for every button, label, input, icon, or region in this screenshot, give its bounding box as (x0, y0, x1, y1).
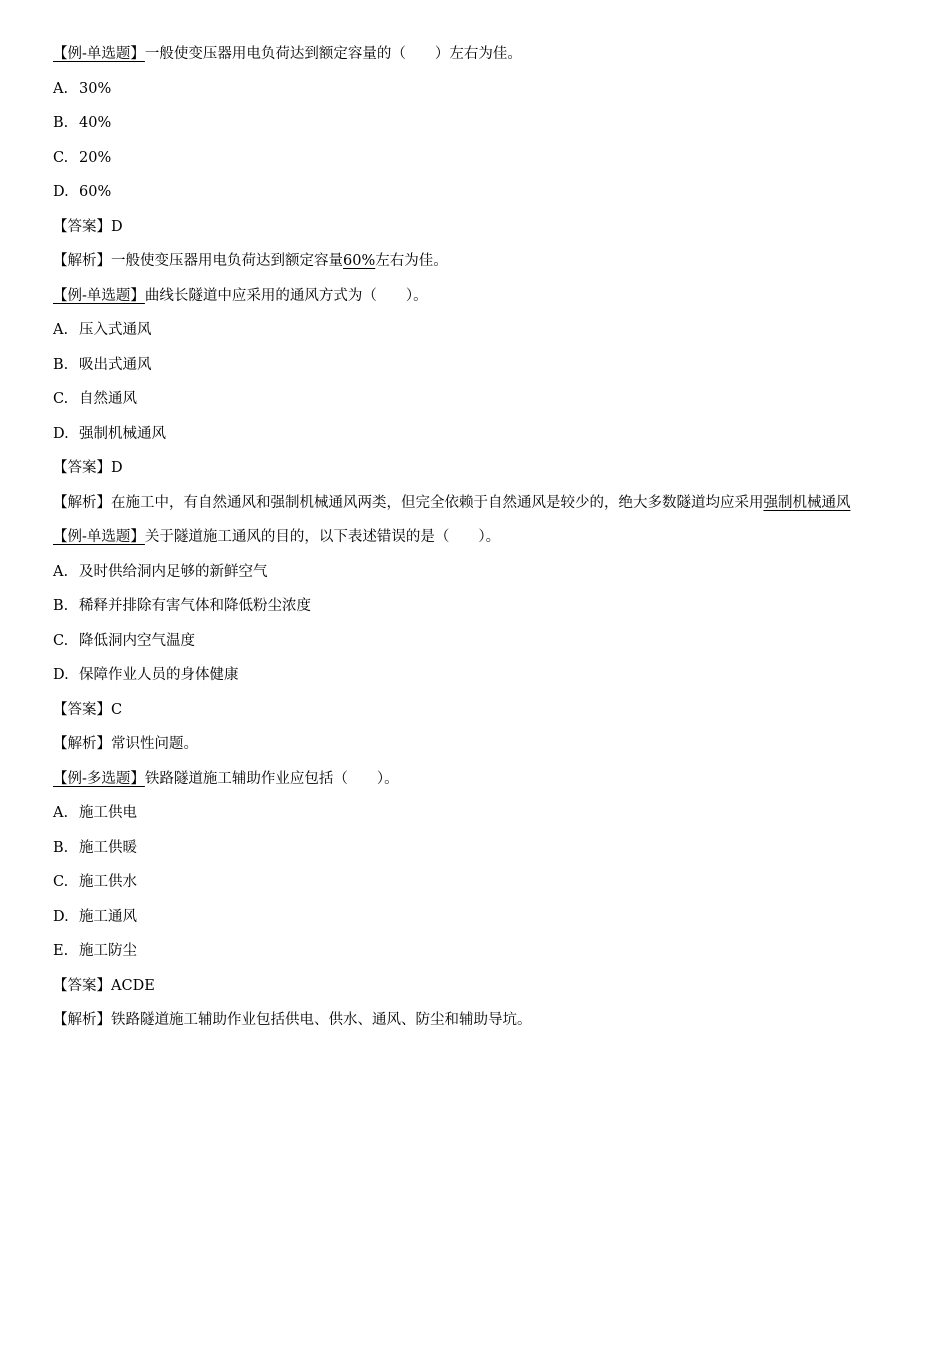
option-letter: B. (53, 356, 69, 373)
option-item (53, 178, 913, 213)
option-letter: E. (53, 943, 69, 959)
answer-label: 【答案】 (53, 460, 111, 476)
analysis-line (53, 247, 913, 282)
option-text: 施工通风 (79, 908, 137, 925)
option-letter: A. (53, 563, 69, 580)
option-letter: A. (53, 322, 69, 338)
option-item (53, 834, 913, 869)
document-page (53, 40, 913, 1041)
question-text: 一般使变压器用电负荷达到额定容量的（ ）左右为佳。 (144, 46, 522, 62)
answer-label: 【答案】 (53, 977, 111, 994)
answer-label: 【答案】 (53, 218, 111, 235)
question-text: 关于隧道施工通风的目的，以下表述错误的是（ ）。 (144, 529, 501, 545)
analysis-label: 【解析】 (53, 494, 111, 511)
answer-value: C (111, 701, 123, 718)
option-item (53, 385, 913, 420)
option-item (53, 627, 913, 662)
option-text: 30% (79, 80, 112, 97)
option-letter: B. (53, 115, 69, 131)
analysis-text-tail: 左右为佳。 (375, 253, 448, 269)
option-letter: D. (53, 667, 69, 683)
answer-value: D (111, 218, 123, 235)
option-text: 施工供水 (79, 874, 137, 890)
option-text: 吸出式通风 (79, 356, 152, 373)
option-letter: C. (53, 391, 69, 407)
answer-line (53, 454, 913, 489)
option-item (53, 868, 913, 903)
option-text: 强制机械通风 (79, 425, 166, 442)
option-letter: A. (53, 805, 69, 821)
option-letter: C. (53, 149, 69, 166)
answer-label: 【答案】 (53, 701, 111, 718)
analysis-line (53, 730, 913, 765)
question-text: 铁路隧道施工辅助作业应包括（ ）。 (144, 770, 399, 787)
option-text: 压入式通风 (79, 322, 152, 338)
option-item (53, 351, 913, 386)
option-item (53, 420, 913, 455)
question-stem (53, 282, 913, 317)
option-letter: A. (53, 80, 69, 97)
analysis-label: 【解析】 (53, 253, 111, 269)
option-text: 施工防尘 (79, 943, 137, 959)
option-text: 施工供电 (79, 805, 137, 821)
analysis-underlined-text: 强制机械通风 (763, 494, 851, 511)
option-item (53, 661, 913, 696)
option-text: 保障作业人员的身体健康 (79, 667, 239, 683)
analysis-text: 常识性问题。 (111, 736, 198, 752)
option-item (53, 903, 913, 938)
question-stem (53, 765, 913, 800)
option-letter: B. (53, 839, 69, 856)
analysis-label: 【解析】 (53, 736, 111, 752)
question-type-tag: 【例-单选题】 (53, 46, 145, 62)
option-text: 稀释并排除有害气体和降低粉尘浓度 (79, 598, 311, 614)
question-stem (53, 40, 913, 75)
question-text: 曲线长隧道中应采用的通风方式为（ ）。 (144, 287, 428, 304)
analysis-text: 铁路隧道施工辅助作业包括供电、供水、通风、防尘和辅助导坑。 (111, 1012, 532, 1028)
analysis-label: 【解析】 (53, 1012, 111, 1028)
question-type-tag: 【例-单选题】 (53, 529, 145, 545)
analysis-text: 一般使变压器用电负荷达到额定容量 (111, 253, 343, 269)
option-item (53, 109, 913, 144)
answer-line (53, 696, 913, 731)
option-text: 20% (79, 149, 112, 166)
analysis-line (53, 489, 913, 524)
answer-line (53, 213, 913, 248)
answer-value: D (111, 460, 123, 476)
answer-value: ACDE (111, 977, 155, 994)
option-letter: C. (53, 874, 69, 890)
option-item (53, 144, 913, 179)
option-text: 60% (79, 184, 112, 200)
answer-line (53, 972, 913, 1007)
option-text: 40% (79, 115, 112, 131)
option-text: 及时供给洞内足够的新鲜空气 (79, 563, 268, 580)
question-stem (53, 523, 913, 558)
option-item (53, 316, 913, 351)
option-letter: B. (53, 598, 69, 614)
option-item (53, 75, 913, 110)
analysis-underlined-text: 60% (343, 253, 376, 269)
option-text: 降低洞内空气温度 (79, 632, 195, 649)
option-text: 施工供暖 (79, 839, 137, 856)
analysis-text: 在施工中，有自然通风和强制机械通风两类，但完全依赖于自然通风是较少的，绝大多数隧道均应采用 (111, 494, 764, 511)
option-letter: D. (53, 184, 69, 200)
option-item (53, 937, 913, 972)
question-type-tag: 【例-多选题】 (53, 770, 145, 787)
option-item (53, 558, 913, 593)
option-letter: C. (53, 632, 69, 649)
option-item (53, 592, 913, 627)
analysis-line (53, 1006, 913, 1041)
option-letter: D. (53, 425, 69, 442)
option-text: 自然通风 (79, 391, 137, 407)
option-letter: D. (53, 908, 69, 925)
option-item (53, 799, 913, 834)
question-type-tag: 【例-单选题】 (53, 287, 145, 304)
